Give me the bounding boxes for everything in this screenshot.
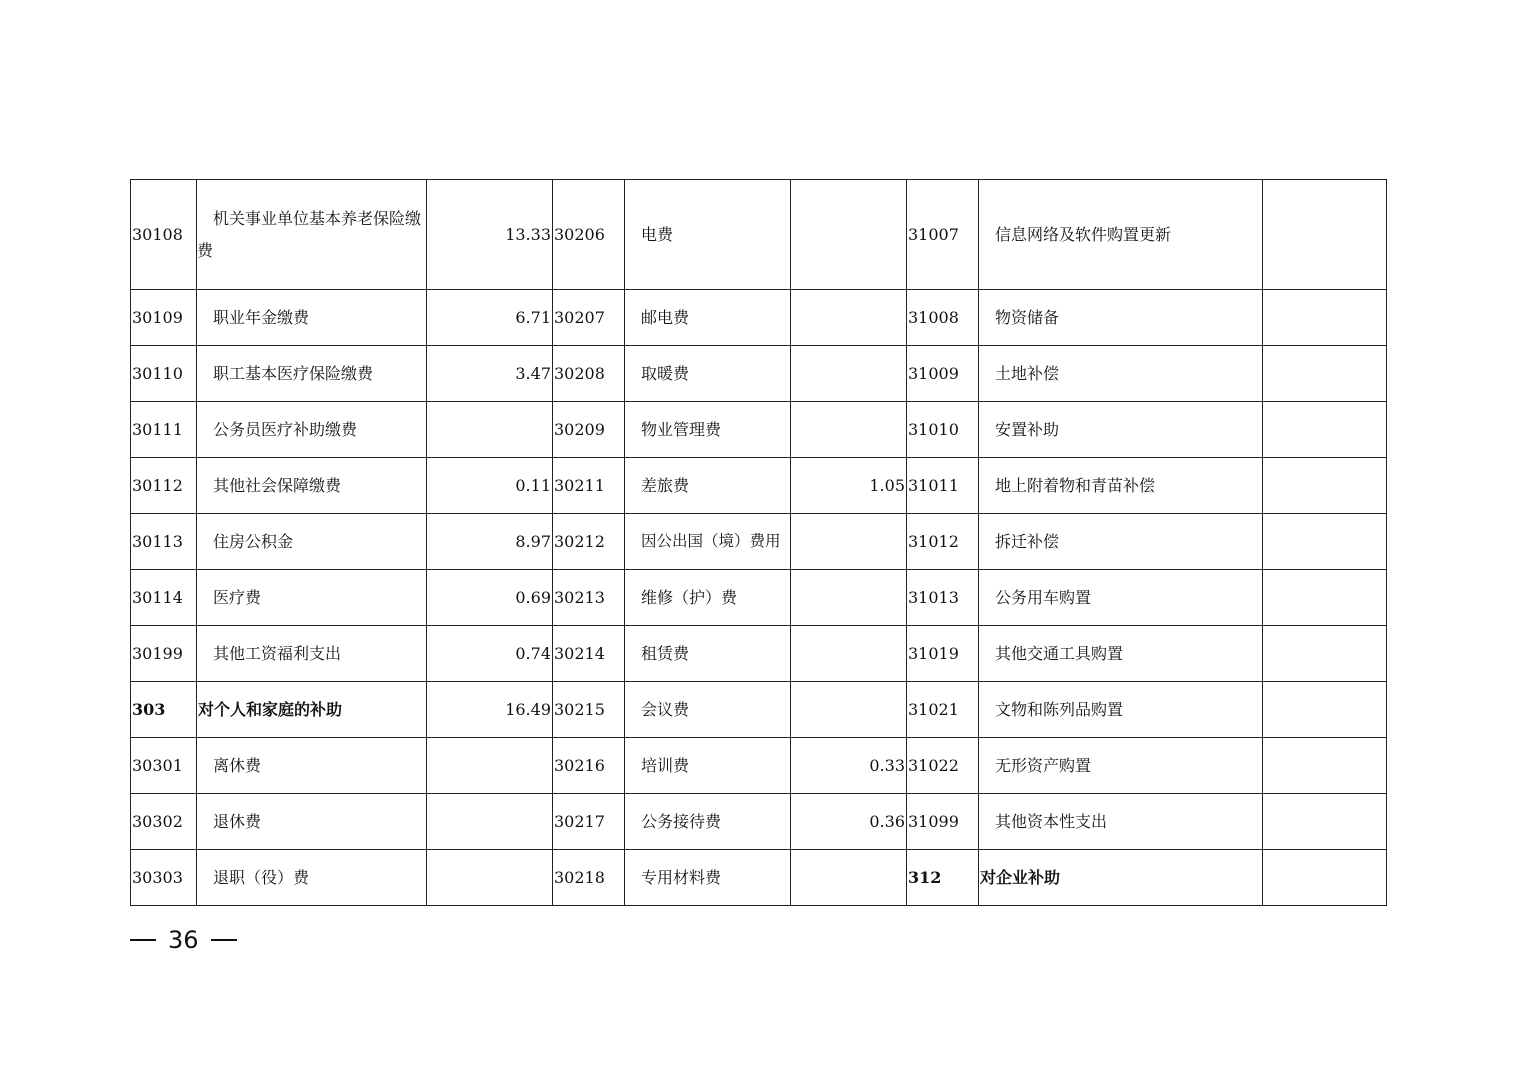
table-row [131,402,1387,458]
amount-cell: 0.36 [791,794,907,850]
econ-code-cell: 30110 [131,346,197,402]
econ-code-cell: 30207 [553,290,625,346]
econ-code-cell: 31019 [907,626,979,682]
econ-code-cell: 31008 [907,290,979,346]
econ-name-cell: 其他资本性支出 [979,794,1263,850]
econ-code-cell: 30212 [553,514,625,570]
table-row [131,850,1387,906]
amount-cell [1263,738,1387,794]
amount-cell [1263,850,1387,906]
table-row [131,290,1387,346]
amount-cell [427,738,553,794]
amount-cell: 6.71 [427,290,553,346]
econ-code-cell: 30302 [131,794,197,850]
econ-name-cell: 安置补助 [979,402,1263,458]
econ-name-cell: 机关事业单位基本养老保险缴费 [197,180,427,290]
econ-name-cell: 公务员医疗补助缴费 [197,402,427,458]
econ-name-cell: 电费 [625,180,791,290]
amount-cell [791,626,907,682]
econ-code-cell: 30113 [131,514,197,570]
amount-cell [791,850,907,906]
econ-code-cell: 30209 [553,402,625,458]
econ-category-name-cell: 对个人和家庭的补助 [197,682,427,738]
econ-name-cell: 物资储备 [979,290,1263,346]
econ-name-cell: 租赁费 [625,626,791,682]
econ-code-cell: 30109 [131,290,197,346]
econ-code-cell: 30218 [553,850,625,906]
amount-cell [791,682,907,738]
amount-cell [427,794,553,850]
amount-cell [1263,180,1387,290]
econ-name-cell: 地上附着物和青苗补偿 [979,458,1263,514]
econ-name-cell: 会议费 [625,682,791,738]
amount-cell [791,402,907,458]
econ-code-cell: 31022 [907,738,979,794]
econ-name-cell: 无形资产购置 [979,738,1263,794]
amount-cell [1263,402,1387,458]
econ-code-cell: 30303 [131,850,197,906]
amount-cell: 3.47 [427,346,553,402]
econ-name-cell: 文物和陈列品购置 [979,682,1263,738]
table-row [131,626,1387,682]
amount-cell: 13.33 [427,180,553,290]
econ-code-cell: 31021 [907,682,979,738]
budget-expenditure-table [130,179,1387,906]
econ-name-cell: 退职（役）费 [197,850,427,906]
table-row [131,180,1387,290]
amount-cell [427,850,553,906]
econ-code-cell: 31012 [907,514,979,570]
amount-cell: 8.97 [427,514,553,570]
amount-cell [791,346,907,402]
econ-name-cell: 住房公积金 [197,514,427,570]
econ-code-cell: 31013 [907,570,979,626]
econ-name-cell: 其他交通工具购置 [979,626,1263,682]
econ-name-cell: 差旅费 [625,458,791,514]
page-number: 36 [168,926,199,954]
econ-name-cell: 取暖费 [625,346,791,402]
econ-category-code-cell: 312 [907,850,979,906]
econ-code-cell: 30301 [131,738,197,794]
econ-code-cell: 30211 [553,458,625,514]
econ-name-cell: 医疗费 [197,570,427,626]
econ-name-cell: 物业管理费 [625,402,791,458]
table-row [131,794,1387,850]
amount-cell: 0.74 [427,626,553,682]
econ-code-cell: 31099 [907,794,979,850]
econ-name-cell: 职工基本医疗保险缴费 [197,346,427,402]
amount-cell [1263,458,1387,514]
econ-name-cell: 因公出国（境）费用 [625,514,791,570]
amount-cell [1263,346,1387,402]
econ-code-cell: 30214 [553,626,625,682]
econ-code-cell: 30114 [131,570,197,626]
dash-right [211,939,237,941]
econ-code-cell: 30217 [553,794,625,850]
amount-cell [1263,794,1387,850]
table-row [131,570,1387,626]
econ-name-cell: 信息网络及软件购置更新 [979,180,1263,290]
econ-code-cell: 31010 [907,402,979,458]
econ-code-cell: 30206 [553,180,625,290]
table-row [131,738,1387,794]
amount-cell: 0.33 [791,738,907,794]
econ-name-cell: 公务接待费 [625,794,791,850]
econ-name-cell: 离休费 [197,738,427,794]
econ-code-cell: 31007 [907,180,979,290]
page-number-footer [130,926,237,954]
econ-name-cell: 培训费 [625,738,791,794]
table-row [131,682,1387,738]
amount-cell [1263,290,1387,346]
amount-cell [791,570,907,626]
amount-cell [1263,570,1387,626]
econ-name-cell: 维修（护）费 [625,570,791,626]
table-row [131,514,1387,570]
econ-name-cell: 其他工资福利支出 [197,626,427,682]
econ-code-cell: 30216 [553,738,625,794]
amount-cell [791,180,907,290]
econ-code-cell: 30112 [131,458,197,514]
econ-code-cell: 30199 [131,626,197,682]
econ-name-cell: 退休费 [197,794,427,850]
amount-cell: 1.05 [791,458,907,514]
amount-cell [791,290,907,346]
dash-left [130,939,156,941]
econ-name-cell: 其他社会保障缴费 [197,458,427,514]
amount-cell: 0.11 [427,458,553,514]
econ-code-cell: 30108 [131,180,197,290]
econ-code-cell: 31009 [907,346,979,402]
econ-name-cell: 土地补偿 [979,346,1263,402]
amount-cell [1263,682,1387,738]
econ-code-cell: 30213 [553,570,625,626]
amount-cell [427,402,553,458]
econ-name-cell: 职业年金缴费 [197,290,427,346]
econ-name-cell: 专用材料费 [625,850,791,906]
econ-name-cell: 拆迁补偿 [979,514,1263,570]
econ-name-cell: 邮电费 [625,290,791,346]
econ-category-name-cell: 对企业补助 [979,850,1263,906]
amount-cell: 16.49 [427,682,553,738]
amount-cell [791,514,907,570]
econ-code-cell: 30215 [553,682,625,738]
amount-cell: 0.69 [427,570,553,626]
econ-category-code-cell: 303 [131,682,197,738]
econ-name-cell: 公务用车购置 [979,570,1263,626]
table-row [131,346,1387,402]
econ-code-cell: 30111 [131,402,197,458]
amount-cell [1263,514,1387,570]
econ-code-cell: 30208 [553,346,625,402]
amount-cell [1263,626,1387,682]
table-row [131,458,1387,514]
econ-code-cell: 31011 [907,458,979,514]
